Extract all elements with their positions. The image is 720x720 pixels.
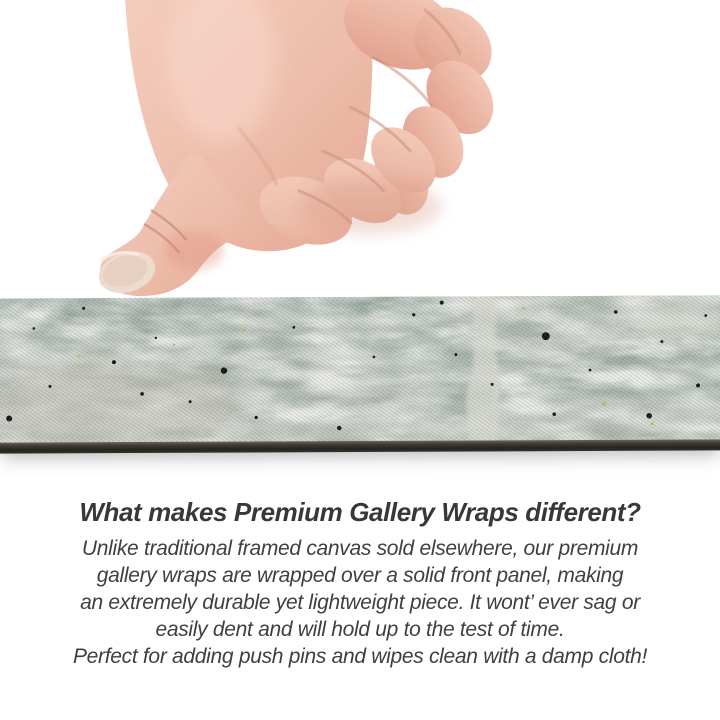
canvas-bottom-edge xyxy=(0,439,720,453)
hand-pressing-photo xyxy=(72,0,500,303)
description-line: gallery wraps are wrapped over a solid front panel, making xyxy=(96,564,624,587)
canvas-paint-texture xyxy=(0,295,720,442)
thumb-blush xyxy=(164,230,224,270)
description-line: an extremely durable yet lightweight piece. It wont’ ever sag or xyxy=(80,591,640,614)
description-line: Unlike traditional framed canvas sold elsewhere, our premium xyxy=(81,537,639,560)
page-title: What makes Premium Gallery Wraps different? xyxy=(79,497,641,527)
hand-illustration xyxy=(72,0,500,303)
description-block xyxy=(0,497,720,670)
description-line: Perfect for adding push pins and wipes clean with a damp cloth! xyxy=(72,645,648,668)
canvas-texture xyxy=(0,295,720,442)
gallery-wrap-canvas-edge xyxy=(0,295,720,453)
description-line: easily dent and will hold up to the test of time. xyxy=(155,618,565,641)
